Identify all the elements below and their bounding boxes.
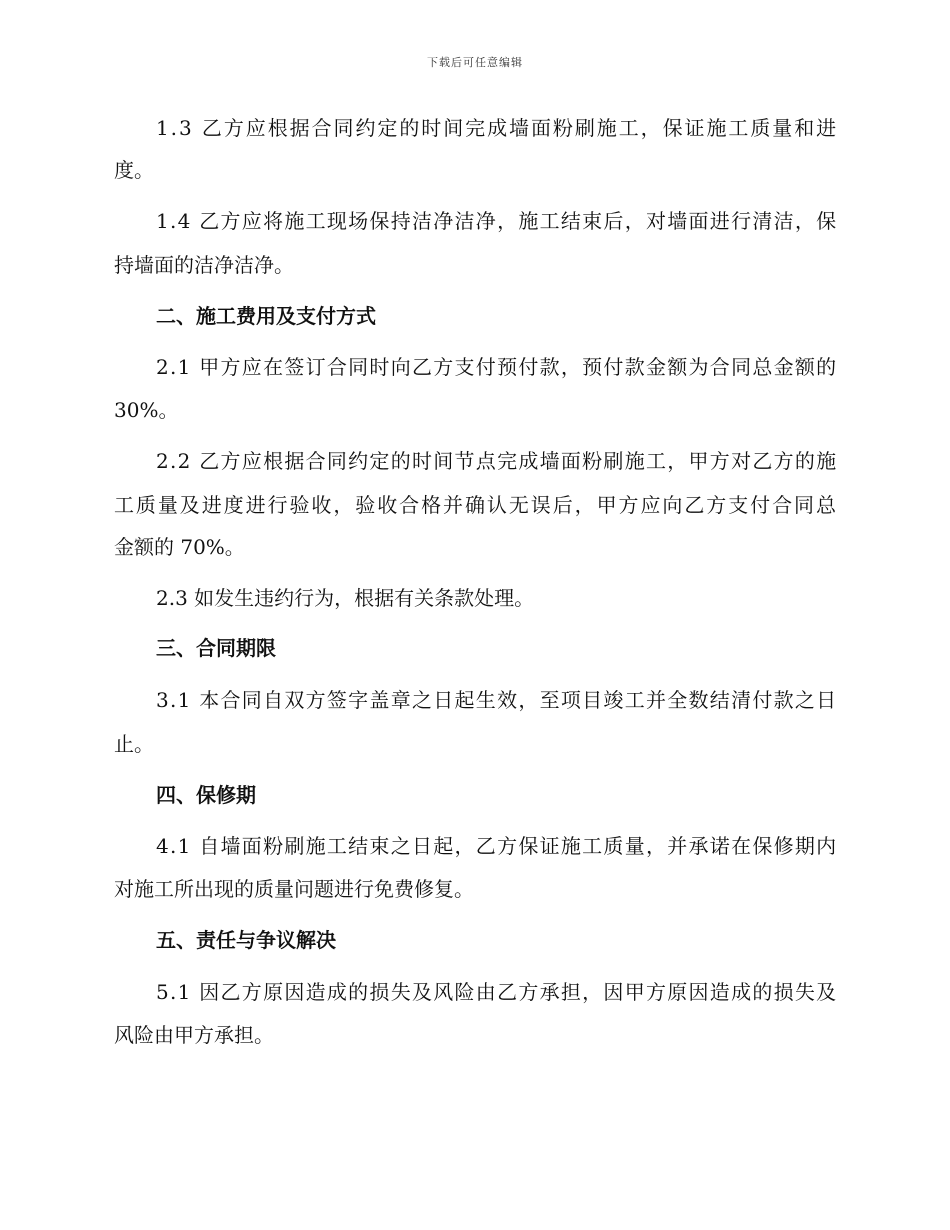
paragraph-line: 30%。 bbox=[114, 398, 179, 422]
paragraph-line: 度。 bbox=[114, 158, 154, 182]
paragraph-line: 止。 bbox=[114, 732, 154, 756]
section-heading: 五、责任与争议解决 bbox=[156, 928, 336, 952]
section-heading: 四、保修期 bbox=[156, 783, 256, 807]
paragraph-line: 2.3 如发生违约行为，根据有关条款处理。 bbox=[156, 586, 535, 610]
paragraph-line: 持墙面的洁净洁净。 bbox=[114, 253, 294, 277]
paragraph-line: 对施工所出现的质量问题进行免费修复。 bbox=[114, 877, 474, 901]
paragraph-line: 1.3 乙方应根据合同约定的时间完成墙面粉刷施工，保证施工质量和进 bbox=[156, 116, 839, 140]
section-heading: 三、合同期限 bbox=[156, 636, 276, 660]
paragraph-line: 工质量及进度进行验收，验收合格并确认无误后，甲方应向乙方支付合同总 bbox=[114, 493, 838, 517]
paragraph-line: 金额的 70%。 bbox=[114, 535, 245, 559]
paragraph-line: 5.1 因乙方原因造成的损失及风险由乙方承担，因甲方原因造成的损失及 bbox=[156, 980, 838, 1004]
paragraph-line: 2.1 甲方应在签订合同时向乙方支付预付款，预付款金额为合同总金额的 bbox=[156, 355, 838, 379]
page-header-note: 下载后可任意编辑 bbox=[427, 56, 523, 69]
paragraph-line: 2.2 乙方应根据合同约定的时间节点完成墙面粉刷施工，甲方对乙方的施 bbox=[156, 449, 838, 473]
paragraph-line: 3.1 本合同自双方签字盖章之日起生效，至项目竣工并全数结清付款之日 bbox=[156, 688, 838, 712]
paragraph-line: 1.4 乙方应将施工现场保持洁净洁净，施工结束后，对墙面进行清洁，保 bbox=[156, 209, 838, 233]
paragraph-line: 4.1 自墙面粉刷施工结束之日起，乙方保证施工质量，并承诺在保修期内 bbox=[156, 834, 838, 858]
paragraph-line: 风险由甲方承担。 bbox=[114, 1023, 274, 1047]
section-heading: 二、施工费用及支付方式 bbox=[156, 304, 376, 328]
